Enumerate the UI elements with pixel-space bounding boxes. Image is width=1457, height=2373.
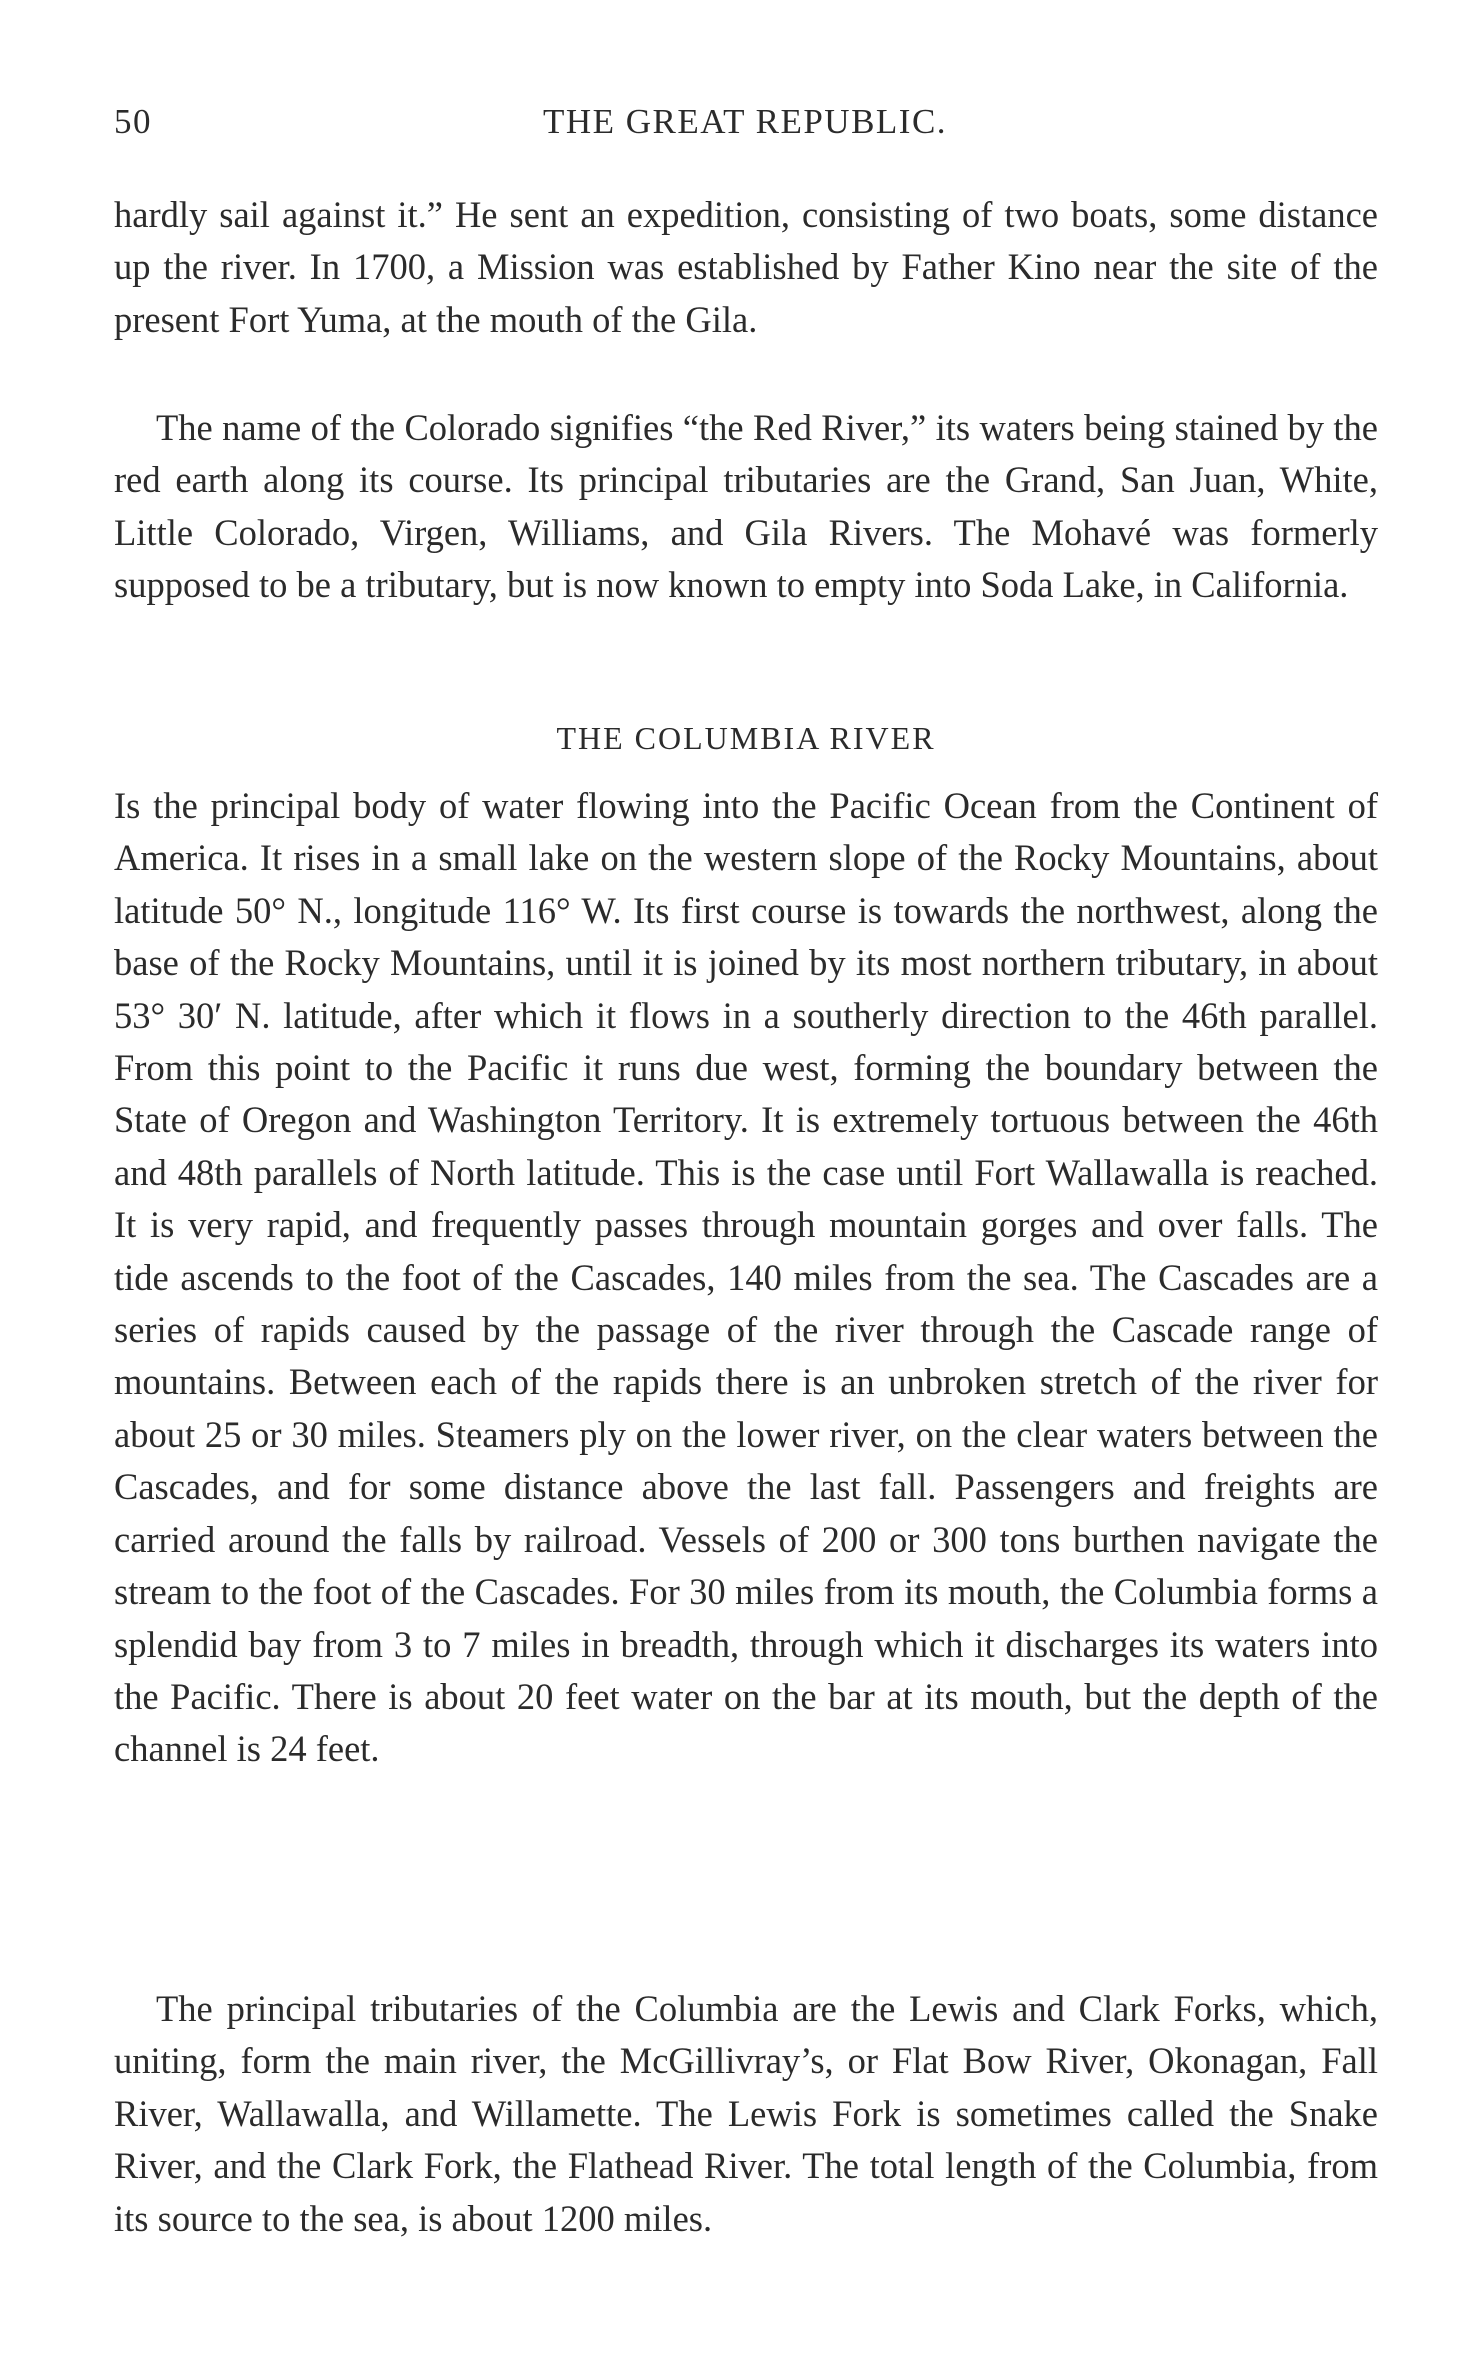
running-title: THE GREAT REPUBLIC. bbox=[542, 102, 948, 141]
paragraph-1: hardly sail against it.” He sent an expedition, consisting of two boats, some distance up the river. In 1700, a Mission was established by Father Kino near the site of the present Fort Yuma, at the mouth of the Gila. bbox=[114, 194, 1378, 340]
paragraph-3: Is the principal body of water flowing into the Pacific Ocean from the Continent of America. It rises in a small lake on the western slope of the Rocky Mountains, about latitude 50° N., longitude 116° W. Its first course is towards the northwest, along the base of the Rocky Mountains, until it is joined by its most northern tributary, in about 53° 30′ N. latitude, after which it flows in a southerly direction to the 46th parallel. From this point to the Pacific it runs due west, forming the boundary between the State of Oregon and Washington Territory. It is extremely tortuous between the 46th and 48th parallels of North latitude. This is the case until Fort Wallawalla is reached. It is very rapid, and frequently passes through mountain gorges and over falls. The tide ascends to the foot of the Cascades, 140 miles from the sea. The Cascades are a series of rapids caused by the passage of the river through the Cascade range of mountains. Between each of the rapids there is an unbroken stretch of the river for about 25 or 30 miles. Steamers ply on the lower river, on the clear waters between the Cascades, and for some distance above the last fall. Passengers and freights are carried around the falls by railroad. Vessels of 200 or 300 tons burthen navigate the stream to the foot of the Cascades. For 30 miles from its mouth, the Columbia forms a splendid bay from 3 to 7 miles in breadth, through which it discharges its waters into the Pacific. There is about 20 feet water on the bar at its mouth, but the depth of the channel is 24 feet. bbox=[114, 785, 1378, 1770]
paragraph-columbia-description bbox=[114, 780, 1378, 1776]
page-number: 50 bbox=[114, 102, 152, 141]
paragraph-colorado-name bbox=[114, 402, 1378, 612]
paragraph-4: The principal tributaries of the Columbia are the Lewis and Clark Forks, which, uniting, form the main river, the McGillivray’s, or Flat Bow River, Okonagan, Fall River, Wallawalla, and Willamette. The Lewis Fork is sometimes called the Snake River, and the Clark Fork, the Flathead River. The total length of the Columbia, from its source to the sea, is about 1200 miles. bbox=[114, 1988, 1378, 2239]
running-head bbox=[114, 102, 1376, 154]
section-heading: THE COLUMBIA RIVER bbox=[556, 720, 936, 756]
paragraph-continuation bbox=[114, 189, 1378, 346]
paragraph-columbia-tributaries bbox=[114, 1983, 1378, 2245]
paragraph-2: The name of the Colorado signifies “the Red River,” its waters being stained by the red earth along its course. Its principal tributaries are the Grand, San Juan, White, Little Colorado, Virgen, Williams, and Gila Rivers. The Mohavé was formerly supposed to be a tributary, but is now known to empty into Soda Lake, in California. bbox=[114, 407, 1378, 606]
